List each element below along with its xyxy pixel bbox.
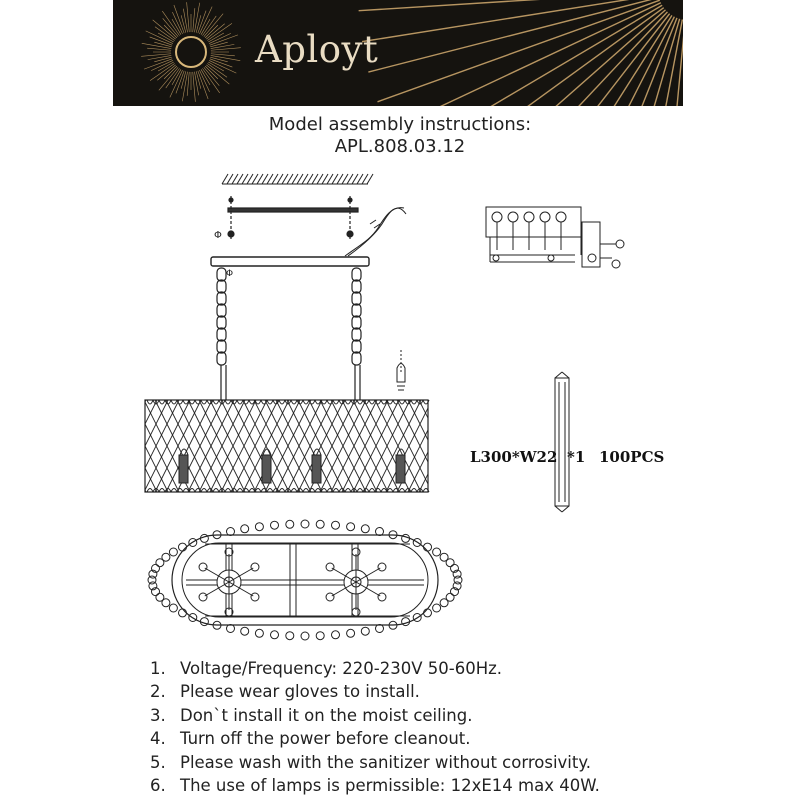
crystal-prism — [555, 372, 569, 512]
item-text: Don`t install it on the moist ceiling. — [180, 705, 473, 725]
crystal-quantity: *1 — [567, 448, 586, 466]
item-number: 4. — [150, 729, 166, 749]
list-item — [150, 727, 600, 750]
item-text: Voltage/Frequency: 220-230V 50-60Hz. — [180, 659, 503, 678]
brand-name: Aployt — [255, 28, 379, 71]
list-item — [150, 774, 600, 797]
title-line: Model assembly instructions: — [268, 114, 532, 135]
supply-wires — [345, 208, 406, 256]
list-item — [150, 704, 600, 727]
list-item — [150, 680, 600, 703]
hanging-rods — [221, 365, 360, 400]
crystal-shade — [140, 400, 498, 492]
top-view — [148, 520, 462, 640]
svg-text:Φ: Φ — [226, 269, 234, 279]
svg-text:Φ: Φ — [214, 230, 222, 241]
crystal-count: 100PCS — [599, 448, 665, 466]
list-item — [150, 657, 600, 680]
item-text: The use of lamps is permissible: 12xE14 max 40W. — [180, 776, 600, 796]
item-number: 3. — [150, 705, 166, 725]
ceiling-hatch — [222, 174, 373, 184]
brand-banner — [113, 0, 683, 106]
chains — [217, 268, 361, 365]
item-number: 2. — [150, 682, 166, 702]
crystal-spec — [470, 448, 665, 466]
instructions-list — [150, 657, 600, 797]
canopy — [211, 257, 369, 266]
list-item — [150, 751, 600, 774]
assembly-diagram — [140, 165, 660, 655]
item-text: Please wash with the sanitizer without corrosivity. — [180, 752, 592, 772]
model-number: APL.808.03.12 — [334, 136, 466, 157]
item-number: 1. — [150, 659, 166, 678]
item-text: Please wear gloves to install. — [180, 682, 420, 702]
page-title — [0, 114, 800, 158]
item-text: Turn off the power before cleanout. — [180, 729, 471, 749]
sunburst-decoration — [113, 0, 683, 106]
bulb-icon — [397, 350, 405, 390]
item-number: 5. — [150, 752, 166, 772]
crystal-size: L300*W22 — [470, 448, 558, 466]
wiring-diagram — [486, 207, 624, 268]
mounting-bar — [214, 196, 358, 241]
item-number: 6. — [150, 776, 166, 796]
